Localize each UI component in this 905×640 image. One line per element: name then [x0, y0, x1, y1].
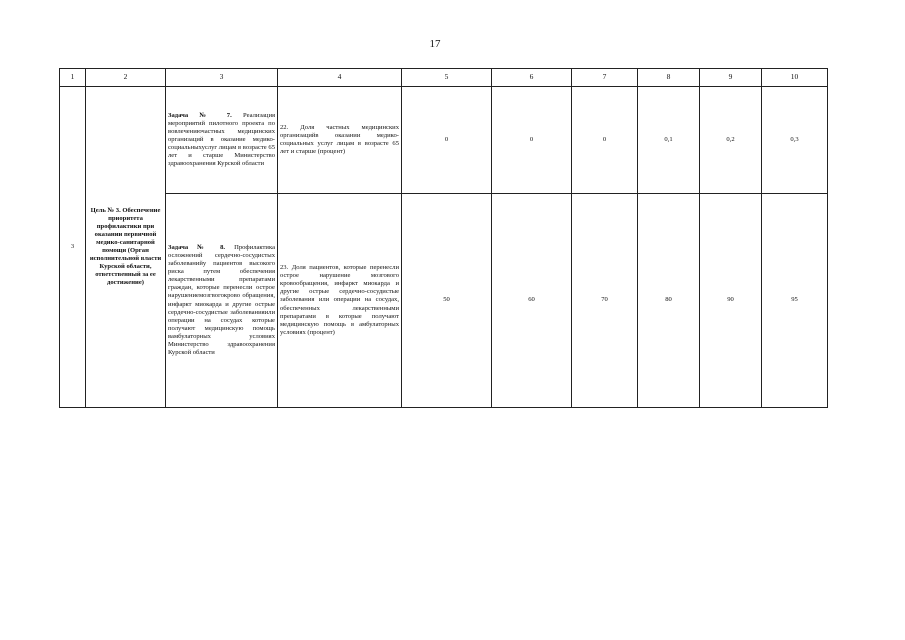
task-text: Профилактика осложнений сердечно-сосудистых заболеванийу пациентов высокого риска путем обеспечения лекарственными препаратами граждан, которые перенесли острое нарушениемозгвогокрово обращения, инфаркт миокарда и другие острые сердечно-сосудистые заболеванияили операции на сосудах которые получают медицинскую помощь вамбулаторных условиях Министерство здравоохранения Курской области	[168, 243, 275, 357]
task-title: Задача № 7.	[168, 111, 232, 119]
page-number: 17	[429, 38, 441, 50]
column-header: 1	[60, 69, 86, 87]
value-cell: 0,3	[762, 87, 828, 194]
value-cell: 90	[700, 194, 762, 408]
indicators-table	[59, 68, 828, 408]
value-cell: 80	[638, 194, 700, 408]
task-title: Задача № 8.	[168, 243, 226, 251]
task-text: Реализация мероприятий пилотного проекта по вовлечениючастных медицинских организаций в оказание медико-социальныхуслуг лицам в возрасте 65 лет и старше Министерство здравоохранения Курской области	[168, 111, 276, 168]
column-header: 8	[638, 69, 700, 87]
column-header: 6	[492, 69, 572, 87]
indicator-cell: 23. Доля пациентов, которые перенесли острое нарушение мозгового кровообращения, инфаркт миокарда и другие острые сердечно-сосудистые заболевания или операции на сосудах, обеспеченных лекарственными препаратами в которые получают медицинскую помощь в амбулаторных условиях (процент)	[278, 194, 402, 408]
row-number: 3	[60, 87, 86, 408]
value-cell: 0	[402, 87, 492, 194]
value-cell: 0	[492, 87, 572, 194]
column-header: 5	[402, 69, 492, 87]
column-header: 7	[572, 69, 638, 87]
value-cell: 60	[492, 194, 572, 408]
column-header: 3	[166, 69, 278, 87]
goal-cell: Цель № 3. Обеспечение приоритета профилактики при оказании первичной медико-санитарной помощи (Орган исполнительной власти Курской области, ответственный за ее достижение)	[86, 87, 166, 408]
column-header: 2	[86, 69, 166, 87]
column-header: 9	[700, 69, 762, 87]
value-cell: 0	[572, 87, 638, 194]
table-header-row	[60, 69, 828, 87]
column-header: 10	[762, 69, 828, 87]
table-row	[60, 194, 828, 408]
value-cell: 70	[572, 194, 638, 408]
value-cell: 0,2	[700, 87, 762, 194]
column-header: 4	[278, 69, 402, 87]
indicator-cell: 22. Доля частных медицинских организацийв оказании медико-социальных услуг лицам в возрасте 65 лет и старше (процент)	[278, 87, 402, 194]
task-cell	[166, 87, 278, 194]
table-row	[60, 87, 828, 194]
value-cell: 95	[762, 194, 828, 408]
task-cell	[166, 194, 278, 408]
value-cell: 0,1	[638, 87, 700, 194]
value-cell: 50	[402, 194, 492, 408]
